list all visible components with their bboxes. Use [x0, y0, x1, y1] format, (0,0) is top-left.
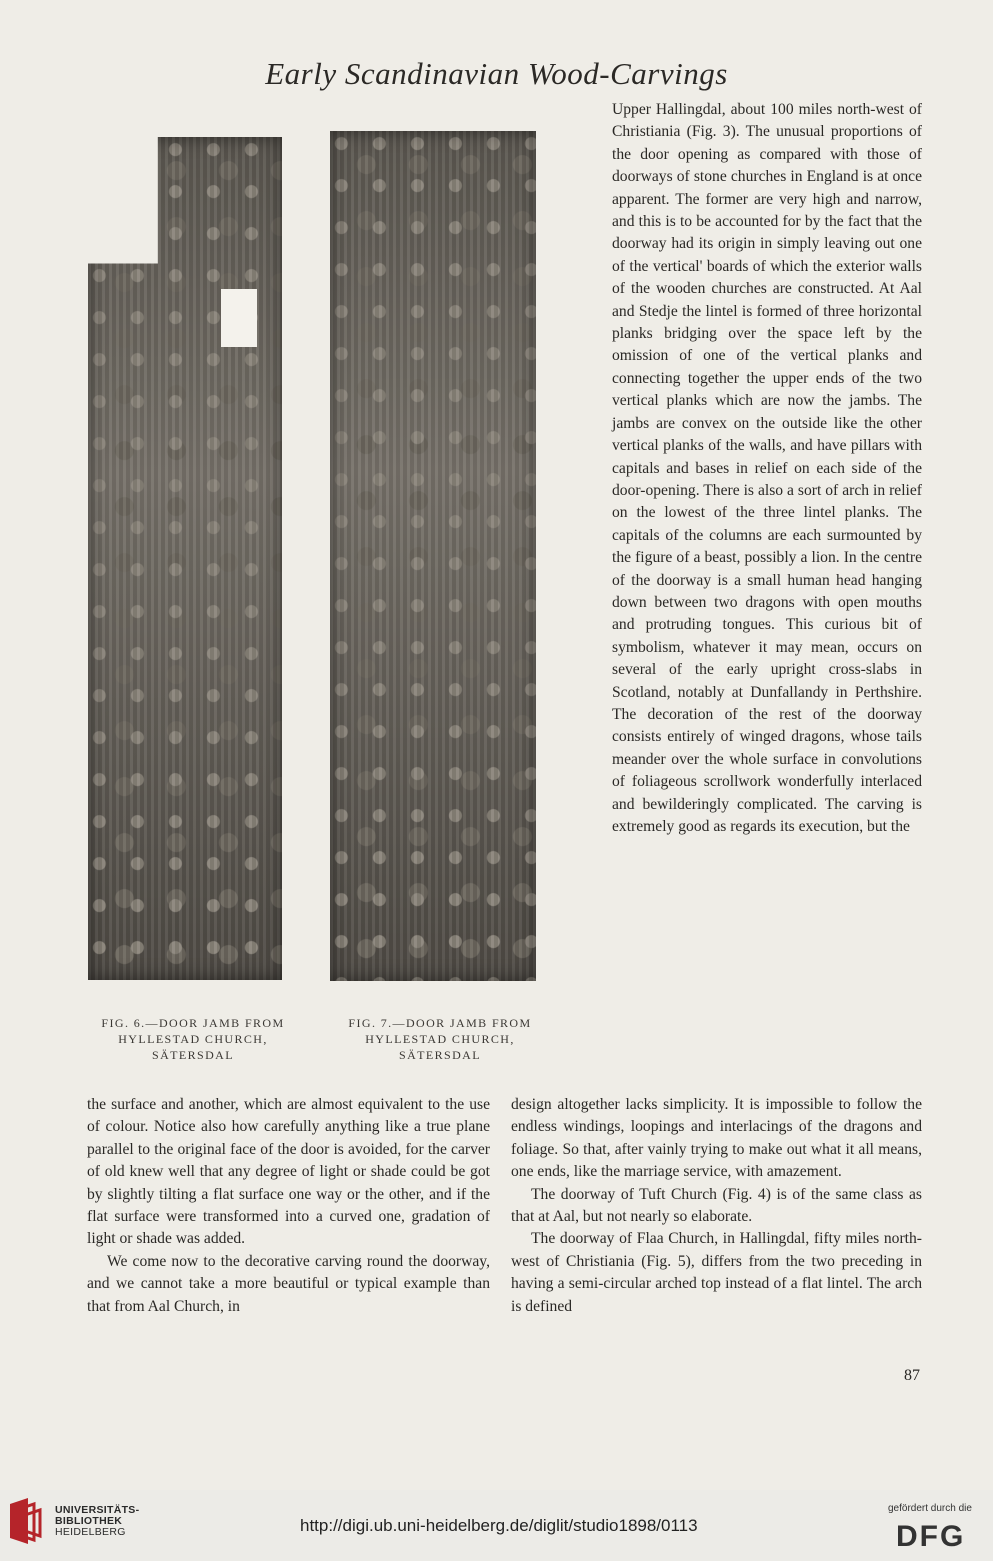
sponsor-label: gefördert durch die: [888, 1503, 972, 1514]
source-url-link[interactable]: http://digi.ub.uni-heidelberg.de/diglit/studio1898/0113: [300, 1516, 698, 1535]
figure-7-door-jamb-image: [330, 131, 536, 981]
caption-line: HYLLESTAD CHURCH,: [365, 1032, 515, 1046]
caption-line: FIG. 6.—DOOR JAMB FROM: [101, 1016, 285, 1030]
caption-line: HYLLESTAD CHURCH,: [118, 1032, 268, 1046]
right-column: [511, 1094, 922, 1318]
library-line: BIBLIOTHEK: [55, 1515, 123, 1527]
paragraph: Upper Hallingdal, about 100 miles north-west of Christiania (Fig. 3). The unusual proportions of the door opening as compared with those of doorways of stone churches in England is at once apparent. The former are very high and narrow, and this is to be accounted for by the fact that the doorway had its origin in simply leaving out one of the vertical' boards of which the exterior walls of the wooden churches are constructed. At Aal and Stedje the lintel is formed of three horizontal planks bridging over the space left by the omission of one of the vertical planks and connecting together the upper ends of the two vertical planks which are now the jambs. The jambs are convex on the outside like the other vertical planks of the walls, and have pillars with capitals and bases in relief on each side of the door-opening. There is also a sort of arch in relief on the lowest of the three lintel planks. The capitals of the columns are each surmounted by the figure of a beast, possibly a lion. In the centre of the doorway is a small human head hanging down between two dragons with open mouths and protruding tongues. This curious bit of symbolism, whatever it may mean, occurs on several of the early upright cross-slabs in Scotland, notably at Dunfallandy in Perthshire. The decoration of the rest of the doorway consists entirely of winged dragons, whose tails meander over the whole surface in convolutions of foliageous scrollwork wonderfully interlaced and bewilderingly complicated. The carving is extremely good as regards its execution, but the: [612, 101, 922, 835]
page-title: Early Scandinavian Wood-Carvings: [265, 56, 728, 91]
library-line: HEIDELBERG: [55, 1526, 126, 1538]
caption-line: FIG. 7.—DOOR JAMB FROM: [348, 1016, 532, 1030]
figure-7-caption: [328, 1015, 552, 1063]
library-name: [55, 1505, 139, 1538]
figure-6-caption: [86, 1015, 300, 1063]
paragraph: the surface and another, which are almost equivalent to the use of colour. Notice also how carefully anything like a true plane parallel to the original face of the door is avoided, for the carver of old knew well that any degree of light or shade could be got by slightly tilting a flat surface one way or the other, and if the flat surface were transformed into a curved one, gradation of light or shade was added.: [87, 1096, 490, 1248]
left-column: [87, 1094, 490, 1318]
caption-line: SÄTERSDAL: [152, 1048, 234, 1062]
paragraph: design altogether lacks simplicity. It is impossible to follow the endless windings, loopings and interlacings of the dragons and foliage. So that, after vainly trying to make out what it all means, one ends, like the marriage service, with amazement.: [511, 1096, 922, 1181]
paragraph: The doorway of Flaa Church, in Hallingdal, fifty miles north-west of Christiania (Fig. 5), differs from the two preceding in having a semi-circular arched top instead of a flat lintel. The arch is defined: [511, 1230, 922, 1315]
figure-6-cutout: [221, 289, 257, 347]
paragraph: The doorway of Tuft Church (Fig. 4) is of the same class as that at Aal, but not nearly so elaborate.: [511, 1185, 922, 1226]
paragraph: We come now to the decorative carving round the doorway, and we cannot take a more beautiful or typical example than that from Aal Church, in: [87, 1252, 490, 1315]
right-column-top: [612, 99, 922, 838]
dfg-logo: DFG: [896, 1520, 966, 1553]
caption-line: SÄTERSDAL: [399, 1048, 481, 1062]
library-line: UNIVERSITÄTS-: [55, 1504, 140, 1516]
library-logo-icon: [8, 1496, 48, 1546]
figure-6-door-jamb-image: [88, 137, 282, 980]
page-number: 87: [904, 1367, 920, 1384]
